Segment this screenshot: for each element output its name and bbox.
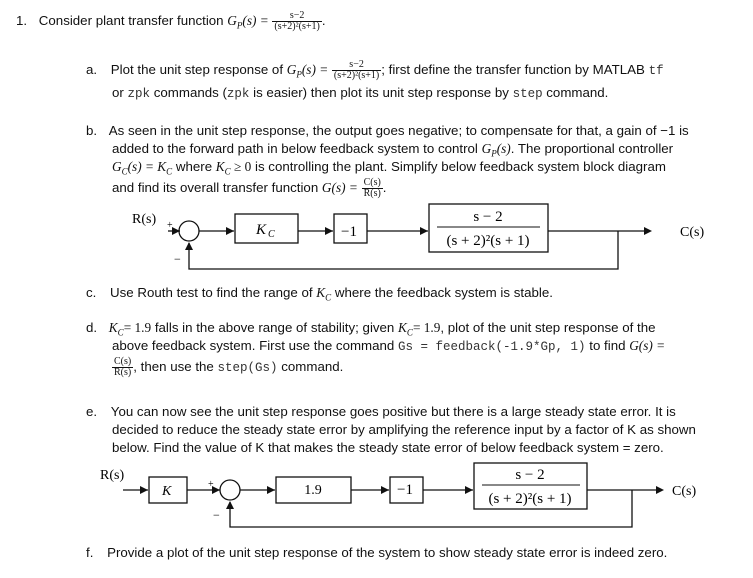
svg-text:(s + 2)²(s + 1): (s + 2)²(s + 1): [446, 233, 530, 249]
part-c: c. Use Routh test to find the range of $K_C$ where the feedback system is stable.: [86, 285, 553, 303]
part-d-line3: $\frac{C(s)}{R(s)}$ , then use the step(Gs) command.: [114, 356, 344, 378]
part-b-line4: and find its overall transfer function G(s) = $\frac{C(s)}{R(s)}$ .: [112, 177, 387, 199]
svg-text:−1: −1: [397, 482, 413, 498]
part-d-line2: above feedback system. First use the command Gs = feedback(-1.9*Gp, 1) to find G(s) =: [112, 338, 666, 354]
svg-text:+: +: [208, 479, 214, 490]
summing-junction-2: [220, 480, 240, 500]
part-d-line1: d. $K_C= 1.9$ falls in the above range of stability; given $K_C= 1.9$, plot of the unit step response of the: [86, 320, 656, 338]
svg-text:−1: −1: [341, 224, 357, 240]
svg-text:C: C: [268, 229, 275, 240]
svg-text:s − 2: s − 2: [515, 467, 545, 483]
problem-number: 1.: [16, 13, 28, 29]
svg-text:s − 2: s − 2: [473, 209, 503, 225]
svg-text:−: −: [174, 252, 181, 266]
part-a-line1: a. Plot the unit step response of $G_P(s)$ = $\frac{s-2}{\text{(s+2)²(s+1)}}$ ; first define the transfer function by MATLAB tf: [86, 59, 664, 81]
part-e-line1: e. You can now see the unit step response goes positive but there is a large steady state error. It is: [86, 404, 676, 419]
svg-text:1.9: 1.9: [304, 483, 322, 498]
diagram2-output-label: C(s): [672, 484, 697, 499]
svg-text:−: −: [213, 508, 220, 522]
part-e-line3: below. Find the value of K that makes the steady state error of below feedback system = zero.: [112, 440, 664, 455]
part-b-line2: added to the forward path in below feedback system to control $G_P(s)$. The proportional controller: [112, 141, 674, 159]
diagram2-input-label: R(s): [100, 468, 125, 483]
svg-text:(s + 2)²(s + 1): (s + 2)²(s + 1): [488, 491, 572, 507]
plant-tf-fraction: $\frac{s-2}{\text{(s+2)²(s+1)}}$: [274, 10, 320, 32]
part-e-line2: decided to reduce the steady state error by amplifying the reference input by a factor of K as shown: [112, 422, 696, 437]
part-b-line3: $G_C(s) = K_C$ where $K_C \ge 0$ is controlling the plant. Simplify below feedback system block diagram: [112, 159, 666, 177]
problem-statement: 1. Consider plant transfer function $G_P(s)$ = $\frac{s-2}{\text{(s+2)²(s+1)}}$ .: [16, 10, 326, 32]
diagram1-output-label: C(s): [680, 225, 705, 240]
gp-symbol: $G_P(s)$ =: [227, 13, 269, 31]
diagram1-input-label: R(s): [132, 212, 157, 227]
part-a-line2: or zpk commands (zpk is easier) then plot its unit step response by step command.: [112, 85, 609, 101]
svg-text:+: +: [167, 220, 173, 231]
part-b-line1: b. As seen in the unit step response, the output goes negative; to compensate for that, a gain of −1 is: [86, 123, 689, 138]
svg-text:K: K: [256, 222, 267, 238]
part-f: f. Provide a plot of the unit step response of the system to show steady state error is indeed zero.: [86, 545, 668, 560]
svg-text:K: K: [162, 484, 172, 499]
problem-intro: Consider plant transfer function: [38, 13, 224, 29]
